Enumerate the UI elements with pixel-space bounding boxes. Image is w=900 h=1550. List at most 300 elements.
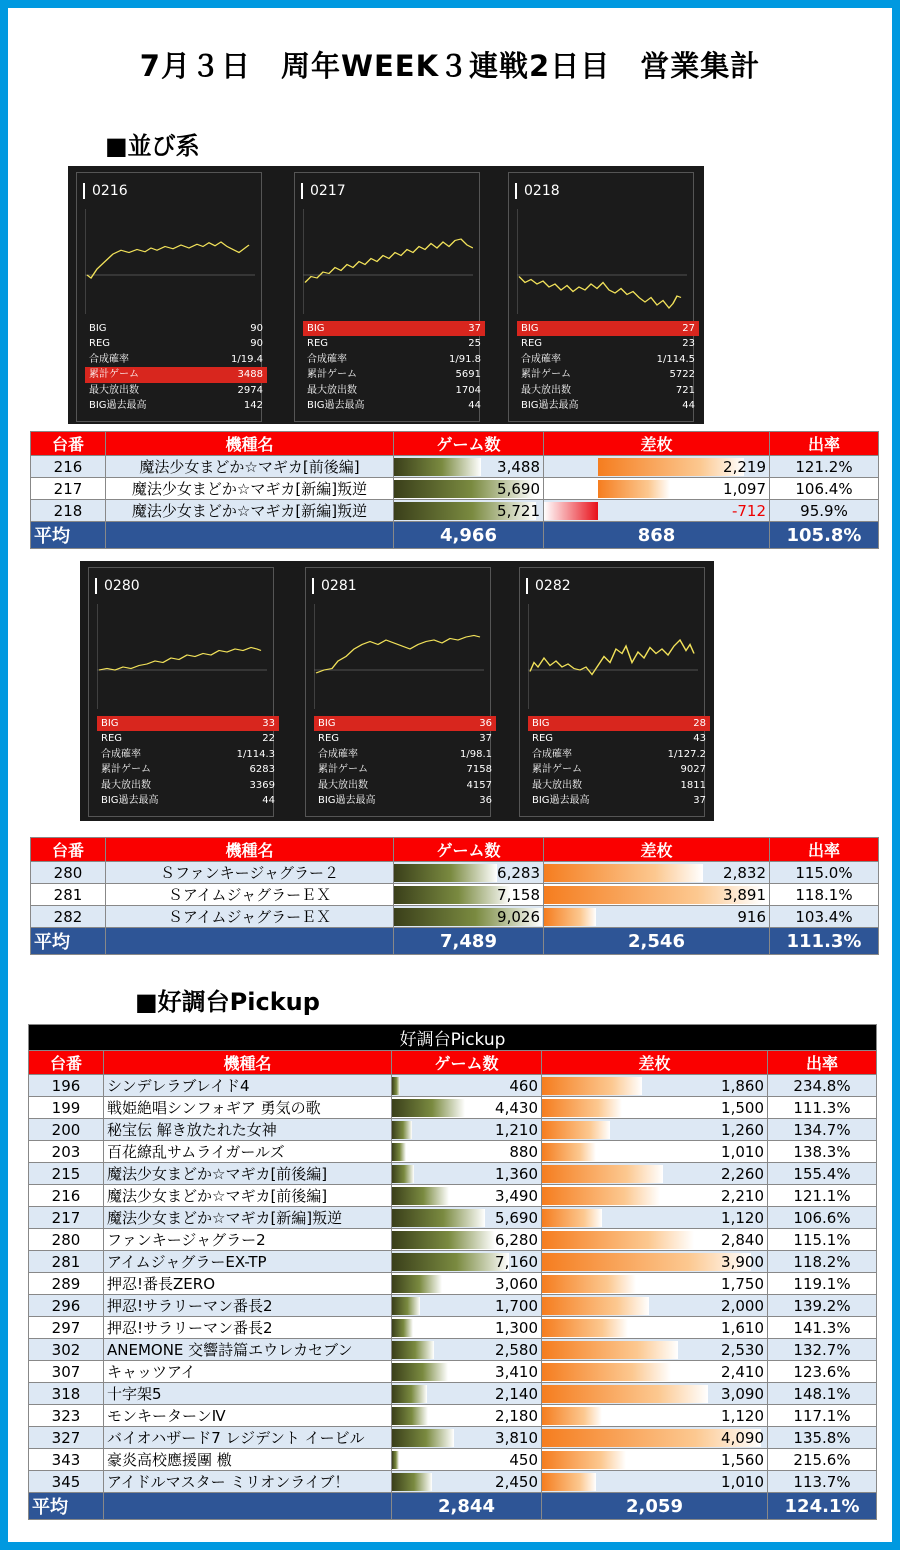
stat-big <box>517 321 699 336</box>
cell-rate: 123.6% <box>768 1361 877 1383</box>
slump-graph <box>97 604 267 709</box>
diff-cell <box>542 1252 767 1272</box>
cell-diff: 2,840 <box>721 1230 764 1249</box>
cell-rate: 134.7% <box>768 1119 877 1141</box>
stat-value: 43 <box>693 733 706 745</box>
table-row <box>29 1185 877 1207</box>
table-row <box>29 1097 877 1119</box>
diff-cell <box>544 501 769 521</box>
cell-rate: 132.7% <box>768 1339 877 1361</box>
cell-diff: 2,832 <box>723 863 766 882</box>
stat-value: 33 <box>262 718 275 729</box>
cell-diff: 1,500 <box>721 1098 764 1117</box>
games-cell <box>394 885 543 905</box>
cell-diff: 2,219 <box>723 457 766 476</box>
stat-value: 23 <box>682 338 695 350</box>
diff-cell <box>542 1296 767 1316</box>
table-row <box>29 1295 877 1317</box>
stat-max <box>303 383 485 398</box>
table-row <box>29 1339 877 1361</box>
header-name: 機種名 <box>106 432 394 456</box>
cell-name: 魔法少女まどか☆マギカ[前後編] <box>104 1163 392 1185</box>
cell-no: 302 <box>29 1339 104 1361</box>
games-cell <box>392 1252 541 1272</box>
stat-big <box>97 716 279 731</box>
cell-games: 9,026 <box>497 907 540 926</box>
stat-games <box>314 762 496 777</box>
diff-cell <box>542 1142 767 1162</box>
stat-label: BIG <box>521 323 539 334</box>
stat-label: REG <box>521 338 543 350</box>
stat-value: 44 <box>468 399 481 411</box>
data-table-pickup <box>28 1024 877 1520</box>
cell-games: 6,280 <box>495 1230 538 1249</box>
diff-cell <box>542 1274 767 1294</box>
stat-value: 9027 <box>680 764 706 776</box>
cell-rate: 106.6% <box>768 1207 877 1229</box>
stat-label: 合成確率 <box>307 353 347 365</box>
cell-games: 1,300 <box>495 1318 538 1337</box>
cell-rate: 118.2% <box>768 1251 877 1273</box>
slump-panel-0216 <box>76 172 262 422</box>
cell-no: 217 <box>31 478 106 500</box>
slump-panel-0282 <box>519 567 705 817</box>
cell-games: 2,580 <box>495 1340 538 1359</box>
header-rate: 出率 <box>770 838 879 862</box>
table-caption: 好調台Pickup <box>29 1025 877 1051</box>
slump-graph <box>528 604 698 709</box>
cell-name: 魔法少女まどか☆マギカ[新編]叛逆 <box>106 478 394 500</box>
cell-diff: 1,120 <box>721 1406 764 1425</box>
slump-graph <box>85 209 255 314</box>
stat-value: 7158 <box>466 764 492 776</box>
stat-prob <box>517 352 699 367</box>
stat-label: REG <box>318 733 340 745</box>
games-cell <box>392 1450 541 1470</box>
cell-name: キャッツアイ <box>104 1361 392 1383</box>
cell-name: 魔法少女まどか☆マギカ[前後編] <box>104 1185 392 1207</box>
stat-bigmax <box>517 398 699 413</box>
graph-line <box>305 239 473 283</box>
avg-label: 平均 <box>31 928 106 955</box>
diff-cell <box>542 1472 767 1492</box>
cell-diff: 4,090 <box>721 1428 764 1447</box>
cell-name: バイオハザード7 レジデント イービル <box>104 1427 392 1449</box>
diff-cell <box>542 1164 767 1184</box>
header-no: 台番 <box>31 838 106 862</box>
games-cell <box>394 907 543 927</box>
cell-diff: 1,750 <box>721 1274 764 1293</box>
cell-games: 4,430 <box>495 1098 538 1117</box>
table-body <box>29 1075 877 1493</box>
table-row <box>29 1273 877 1295</box>
header-rate: 出率 <box>770 432 879 456</box>
table-row <box>31 478 879 500</box>
stat-label: 合成確率 <box>101 748 141 760</box>
stat-games <box>528 762 710 777</box>
cell-games: 5,690 <box>497 479 540 498</box>
avg-rate: 105.8% <box>770 522 879 549</box>
games-cell <box>394 863 543 883</box>
cell-name: 押忍!サラリーマン番長2 <box>104 1317 392 1339</box>
avg-games: 4,966 <box>394 522 544 549</box>
cell-games: 3,490 <box>495 1186 538 1205</box>
stat-prob <box>528 747 710 762</box>
stat-games <box>97 762 279 777</box>
stat-value: 27 <box>682 323 695 334</box>
stat-value: 1/114.5 <box>656 353 695 365</box>
cell-rate: 113.7% <box>768 1471 877 1493</box>
table-row <box>29 1383 877 1405</box>
stat-label: 最大放出数 <box>307 384 357 396</box>
header-games: ゲーム数 <box>394 838 544 862</box>
stat-value: 90 <box>250 338 263 350</box>
stat-value: 90 <box>250 323 263 334</box>
cell-games: 1,360 <box>495 1164 538 1183</box>
cell-no: 281 <box>29 1251 104 1273</box>
stat-value: 37 <box>468 323 481 334</box>
header-rate: 出率 <box>768 1051 877 1075</box>
cell-rate: 138.3% <box>768 1141 877 1163</box>
cell-diff: 2,210 <box>721 1186 764 1205</box>
games-cell <box>392 1230 541 1250</box>
cell-diff: 1,260 <box>721 1120 764 1139</box>
cell-diff: 916 <box>737 907 766 926</box>
cell-no: 343 <box>29 1449 104 1471</box>
panel-stats <box>314 716 496 808</box>
section-title-pickup: ■好調台Pickup <box>135 988 320 1016</box>
table-row <box>29 1075 877 1097</box>
cell-diff: 1,097 <box>723 479 766 498</box>
cell-games: 1,700 <box>495 1296 538 1315</box>
stat-big <box>303 321 485 336</box>
avg-games: 2,844 <box>392 1493 542 1520</box>
stat-value: 1/91.8 <box>449 353 481 365</box>
section-title-narabi: ■並び系 <box>105 132 200 160</box>
cell-no: 200 <box>29 1119 104 1141</box>
cell-rate: 106.4% <box>770 478 879 500</box>
diff-cell <box>542 1208 767 1228</box>
cell-games: 6,283 <box>497 863 540 882</box>
cell-no: 296 <box>29 1295 104 1317</box>
stat-games <box>517 367 699 382</box>
diff-cell <box>542 1340 767 1360</box>
stat-reg <box>517 336 699 351</box>
diff-cell <box>542 1230 767 1250</box>
cell-no: 323 <box>29 1405 104 1427</box>
slump-panel-0280 <box>88 567 274 817</box>
stat-label: 累計ゲーム <box>532 764 582 776</box>
table-body <box>31 456 879 522</box>
cell-diff: 1,120 <box>721 1208 764 1227</box>
cell-games: 3,810 <box>495 1428 538 1447</box>
graph-line <box>87 242 249 278</box>
stat-label: 合成確率 <box>318 748 358 760</box>
slump-graph <box>303 209 473 314</box>
header-diff: 差枚 <box>544 432 770 456</box>
stat-label: 合成確率 <box>521 353 561 365</box>
games-cell <box>394 457 543 477</box>
stat-value: 2974 <box>237 384 263 396</box>
diff-cell <box>542 1098 767 1118</box>
header-no: 台番 <box>29 1051 104 1075</box>
cell-diff: 2,530 <box>721 1340 764 1359</box>
slump-panel-0281 <box>305 567 491 817</box>
stat-label: REG <box>101 733 123 745</box>
stat-value: 5722 <box>669 369 695 381</box>
games-cell <box>392 1274 541 1294</box>
cell-diff: 2,410 <box>721 1362 764 1381</box>
cell-diff: 3,090 <box>721 1384 764 1403</box>
cell-name: 豪炎高校應援團 檄 <box>104 1449 392 1471</box>
games-cell <box>392 1186 541 1206</box>
cell-rate: 115.1% <box>768 1229 877 1251</box>
games-cell <box>392 1296 541 1316</box>
stat-label: BIG <box>101 718 119 729</box>
table-row <box>31 456 879 478</box>
cell-name: ＳアイムジャグラーＥＸ <box>106 906 394 928</box>
cell-rate: 119.1% <box>768 1273 877 1295</box>
panel-stats <box>517 321 699 413</box>
stat-prob <box>303 352 485 367</box>
cell-diff: 1,010 <box>721 1472 764 1491</box>
panel-stats <box>85 321 267 413</box>
stat-reg <box>303 336 485 351</box>
cell-no: 217 <box>29 1207 104 1229</box>
stat-value: 3488 <box>237 369 263 381</box>
cell-games: 5,690 <box>495 1208 538 1227</box>
avg-name <box>106 522 394 549</box>
cell-games: 3,410 <box>495 1362 538 1381</box>
stat-value: 3369 <box>249 779 275 791</box>
stat-big <box>314 716 496 731</box>
page-title: 7月３日 周年WEEK３連戦2日目 営業集計 <box>139 49 761 83</box>
table-row <box>29 1317 877 1339</box>
cell-games: 2,180 <box>495 1406 538 1425</box>
avg-label: 平均 <box>29 1493 104 1520</box>
panel-id: 0282 <box>526 578 571 594</box>
stat-label: 最大放出数 <box>532 779 582 791</box>
stat-value: 4157 <box>466 779 492 791</box>
stat-value: 142 <box>243 399 263 411</box>
stat-reg <box>528 731 710 746</box>
table-row <box>31 862 879 884</box>
cell-games: 2,450 <box>495 1472 538 1491</box>
data-table-a <box>30 431 879 549</box>
table-row <box>29 1229 877 1251</box>
stat-value: 1704 <box>455 384 481 396</box>
cell-no: 215 <box>29 1163 104 1185</box>
cell-rate: 215.6% <box>768 1449 877 1471</box>
header-name: 機種名 <box>106 838 394 862</box>
diff-cell <box>542 1362 767 1382</box>
avg-name <box>104 1493 392 1520</box>
cell-name: シンデレラブレイド4 <box>104 1075 392 1097</box>
cell-name: 秘宝伝 解き放たれた女神 <box>104 1119 392 1141</box>
cell-rate: 155.4% <box>768 1163 877 1185</box>
games-cell <box>392 1362 541 1382</box>
diff-cell <box>542 1384 767 1404</box>
stat-bigmax <box>303 398 485 413</box>
stat-label: 累計ゲーム <box>89 369 139 381</box>
cell-diff: 1,860 <box>721 1076 764 1095</box>
stat-label: BIG過去最高 <box>89 399 147 411</box>
cell-diff: 1,010 <box>721 1142 764 1161</box>
diff-cell <box>542 1450 767 1470</box>
header-name: 機種名 <box>104 1051 392 1075</box>
games-cell <box>394 479 543 499</box>
stat-label: 合成確率 <box>532 748 572 760</box>
stat-big <box>85 321 267 336</box>
stat-reg <box>314 731 496 746</box>
cell-rate: 117.1% <box>768 1405 877 1427</box>
graph-line <box>99 648 261 671</box>
cell-no: 280 <box>31 862 106 884</box>
stat-value: 37 <box>479 733 492 745</box>
cell-games: 450 <box>509 1450 538 1469</box>
stat-value: 1/98.1 <box>460 748 492 760</box>
cell-no: 203 <box>29 1141 104 1163</box>
stat-label: 最大放出数 <box>89 384 139 396</box>
slump-graph <box>517 209 687 314</box>
table-row <box>29 1141 877 1163</box>
games-cell <box>392 1164 541 1184</box>
games-cell <box>392 1406 541 1426</box>
cell-rate: 103.4% <box>770 906 879 928</box>
stat-value: 5691 <box>455 369 481 381</box>
cell-diff: 2,260 <box>721 1164 764 1183</box>
cell-rate: 121.1% <box>768 1185 877 1207</box>
cell-rate: 115.0% <box>770 862 879 884</box>
panel-id: 0217 <box>301 183 346 199</box>
avg-label: 平均 <box>31 522 106 549</box>
slump-panels-b <box>80 561 714 821</box>
stat-bigmax <box>314 793 496 808</box>
stat-max <box>97 778 279 793</box>
cell-games: 880 <box>509 1142 538 1161</box>
stat-bigmax <box>85 398 267 413</box>
avg-games: 7,489 <box>394 928 544 955</box>
stat-prob <box>314 747 496 762</box>
cell-games: 7,160 <box>495 1252 538 1271</box>
cell-no: 318 <box>29 1383 104 1405</box>
games-cell <box>392 1098 541 1118</box>
stat-bigmax <box>97 793 279 808</box>
games-cell <box>392 1142 541 1162</box>
stat-label: BIG <box>89 323 107 334</box>
cell-name: 魔法少女まどか☆マギカ[前後編] <box>106 456 394 478</box>
diff-cell <box>544 907 769 927</box>
cell-no: 216 <box>31 456 106 478</box>
slump-panel-0217 <box>294 172 480 422</box>
stat-value: 1/127.2 <box>667 748 706 760</box>
stat-label: BIG <box>318 718 336 729</box>
games-cell <box>392 1428 541 1448</box>
header-diff: 差枚 <box>544 838 770 862</box>
stat-label: 累計ゲーム <box>521 369 571 381</box>
diff-cell <box>544 479 769 499</box>
diff-cell <box>542 1120 767 1140</box>
cell-no: 327 <box>29 1427 104 1449</box>
stat-games <box>303 367 485 382</box>
games-cell <box>392 1340 541 1360</box>
cell-no: 280 <box>29 1229 104 1251</box>
header-games: ゲーム数 <box>392 1051 542 1075</box>
stat-value: 44 <box>682 399 695 411</box>
stat-value: 28 <box>693 718 706 729</box>
stat-max <box>314 778 496 793</box>
games-cell <box>392 1384 541 1404</box>
games-cell <box>394 501 543 521</box>
cell-name: ANEMONE 交響詩篇エウレカセブン <box>104 1339 392 1361</box>
table-row <box>31 500 879 522</box>
table-row <box>31 884 879 906</box>
stat-label: REG <box>307 338 329 350</box>
stat-games <box>85 367 267 382</box>
stat-reg <box>97 731 279 746</box>
cell-rate: 234.8% <box>768 1075 877 1097</box>
avg-diff: 2,546 <box>544 928 770 955</box>
stat-label: 累計ゲーム <box>307 369 357 381</box>
cell-games: 3,488 <box>497 457 540 476</box>
stat-value: 22 <box>262 733 275 745</box>
cell-games: 5,721 <box>497 501 540 520</box>
cell-name: 魔法少女まどか☆マギカ[新編]叛逆 <box>104 1207 392 1229</box>
stat-value: 36 <box>479 794 492 806</box>
table-row <box>29 1471 877 1493</box>
table-row <box>29 1427 877 1449</box>
table-row <box>29 1207 877 1229</box>
stat-big <box>528 716 710 731</box>
stat-value: 721 <box>675 384 695 396</box>
panel-stats <box>303 321 485 413</box>
cell-name: アイドルマスター ミリオンライブ！ <box>104 1471 392 1493</box>
cell-games: 3,060 <box>495 1274 538 1293</box>
cell-diff: 3,891 <box>723 885 766 904</box>
table-row <box>29 1163 877 1185</box>
cell-no: 199 <box>29 1097 104 1119</box>
cell-name: 押忍!番長ZERO <box>104 1273 392 1295</box>
cell-rate: 148.1% <box>768 1383 877 1405</box>
cell-diff: 1,560 <box>721 1450 764 1469</box>
cell-no: 282 <box>31 906 106 928</box>
slump-panel-0218 <box>508 172 694 422</box>
cell-no: 345 <box>29 1471 104 1493</box>
stat-max <box>528 778 710 793</box>
cell-diff: -712 <box>731 501 766 520</box>
panel-id: 0281 <box>312 578 357 594</box>
stat-value: 1/19.4 <box>231 353 263 365</box>
diff-cell <box>544 863 769 883</box>
table-body <box>31 862 879 928</box>
slump-panels-a <box>68 166 704 424</box>
stat-label: BIG過去最高 <box>318 794 376 806</box>
games-cell <box>392 1076 541 1096</box>
diff-cell <box>542 1318 767 1338</box>
diff-cell <box>542 1076 767 1096</box>
stat-max <box>85 383 267 398</box>
diff-cell <box>544 885 769 905</box>
panel-stats <box>528 716 710 808</box>
avg-name <box>106 928 394 955</box>
stat-label: 最大放出数 <box>318 779 368 791</box>
diff-cell <box>542 1186 767 1206</box>
stat-value: 1811 <box>680 779 706 791</box>
header-no: 台番 <box>31 432 106 456</box>
stat-label: 累計ゲーム <box>101 764 151 776</box>
avg-rate: 111.3% <box>770 928 879 955</box>
panel-stats <box>97 716 279 808</box>
